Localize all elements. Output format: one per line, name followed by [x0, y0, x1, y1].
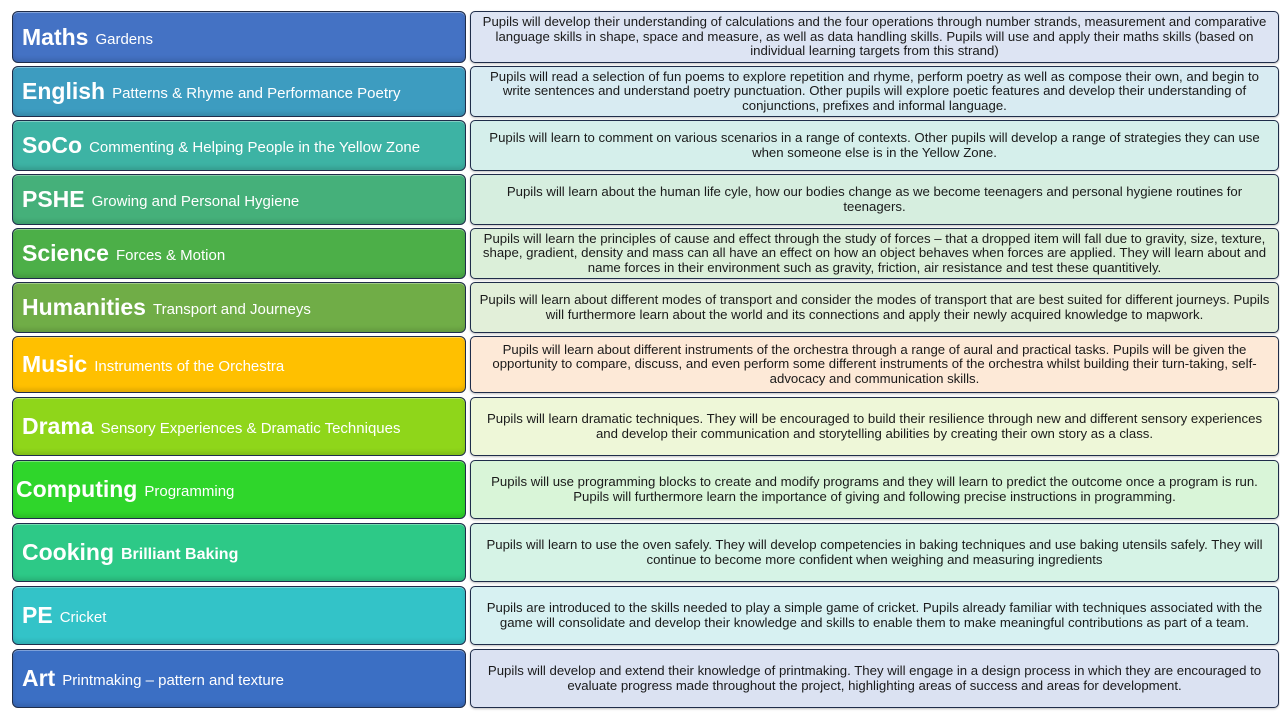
description-text: Pupils will use programming blocks to create and modify programs and they will learn to predict the outcome once a program is run. Pupils will furthermore learn the importance of giving and following precise instructions in programming.	[491, 473, 1258, 504]
description-text: Pupils will learn dramatic techniques. They will be encouraged to build their resilience through new and different sensory experiences and develop their communication and storytelling abilities by creating their own story as a class.	[486, 410, 1263, 441]
subject-row-maths	[0, 11, 1280, 63]
subject-topic: Sensory Experiences & Dramatic Techniques	[100, 420, 401, 437]
subject-row-pe	[0, 586, 1280, 645]
subject-name: Maths	[22, 23, 89, 50]
subject-topic: Commenting & Helping People in the Yellow Zone	[89, 139, 421, 156]
description-text: Pupils will learn the principles of cause and effect through the study of forces – that a dropped item will fall due to gravity, size, texture, shape, gradient, density and mass can all have an effect on how an object behaves when forces are applied. They will learn about and name forces in their environment such as gravity, friction, air resistance and test these quantitively.	[482, 230, 1267, 275]
subject-topic: Growing and Personal Hygiene	[91, 193, 300, 210]
subject-row-drama	[0, 397, 1280, 456]
subject-name: SoCo	[22, 132, 83, 158]
subject-description-computing	[470, 460, 1279, 519]
subject-description-pe	[470, 586, 1279, 645]
description-text: Pupils will learn to use the oven safely. They will develop competencies in baking techniques and use baking utensils safely. They will continue to become more confident when weighing and measuring ingredients	[486, 536, 1263, 567]
subject-row-science	[0, 228, 1280, 279]
description-text: Pupils are introduced to the skills needed to play a simple game of cricket. Pupils already familiar with techniques associated with the game will consolidate and develop their knowledge and skills to enable them to make meaningful contributions as part of a team.	[486, 599, 1263, 630]
subject-description-music	[470, 336, 1279, 393]
subject-name: Drama	[22, 413, 94, 439]
subject-description-english	[470, 66, 1279, 117]
subject-label-computing	[12, 460, 466, 519]
subject-topic: Brilliant Baking	[121, 545, 239, 563]
subject-description-pshe	[470, 174, 1279, 225]
description-text: Pupils will learn about different instruments of the orchestra through a range of aural and practical tasks. Pupils will be given the opportunity to compare, discuss, and even perform some different instruments of the orchestra whilst building their turn-taking, self-advocacy and communication skills.	[492, 341, 1257, 386]
description-text: Pupils will learn about different modes of transport and consider the modes of transport that are best suited for different journeys. Pupils will furthermore learn about the world and its connections and apply their newly acquired knowledge to mapwork.	[479, 291, 1270, 322]
subject-label-english	[12, 66, 466, 117]
subject-row-computing	[0, 460, 1280, 519]
subject-name: PE	[22, 602, 53, 628]
subject-label-music	[12, 336, 466, 393]
description-text: Pupils will learn about the human life cyle, how our bodies change as we become teenagers and personal hygiene routines for teenagers.	[506, 183, 1243, 214]
subject-description-science	[470, 228, 1279, 279]
subject-row-art	[0, 649, 1280, 708]
subject-name: English	[22, 78, 106, 104]
subject-topic: Cricket	[59, 609, 107, 626]
subject-name: Music	[22, 351, 88, 377]
subject-description-maths	[470, 11, 1279, 63]
subject-topic: Instruments of the Orchestra	[94, 358, 285, 375]
subject-label-art	[12, 649, 466, 708]
description-text: Pupils will develop and extend their knowledge of printmaking. They will engage in a design process in which they are encouraged to evaluate progress made throughout the project, highlighting areas of success and areas for development.	[487, 662, 1262, 693]
subject-label-cooking	[12, 523, 466, 582]
subject-name: Computing	[16, 476, 138, 502]
subject-description-art	[470, 649, 1279, 708]
subject-topic: Patterns & Rhyme and Performance Poetry	[112, 85, 401, 102]
subject-topic: Gardens	[95, 30, 153, 48]
subject-name: Art	[22, 665, 56, 691]
subject-row-humanities	[0, 282, 1280, 333]
subject-label-pe	[12, 586, 466, 645]
subject-label-drama	[12, 397, 466, 456]
subject-label-humanities	[12, 282, 466, 333]
description-text: Pupils will develop their understanding of calculations and the four operations through number strands, measurement and comparative language skills in shape, space and measure, as well as data handling skills. Pupils will use and apply their maths skills (based on individual learning targets from this strand)	[482, 14, 1267, 59]
subject-row-pshe	[0, 174, 1280, 225]
subject-row-english	[0, 66, 1280, 117]
subject-label-soco	[12, 120, 466, 171]
subject-topic: Printmaking – pattern and texture	[62, 672, 285, 689]
subject-name: Cooking	[22, 539, 114, 565]
subject-label-pshe	[12, 174, 466, 225]
subject-description-humanities	[470, 282, 1279, 333]
description-text: Pupils will learn to comment on various scenarios in a range of contexts. Other pupils will develop a range of strategies they can use when someone else is in the Yellow Zone.	[489, 129, 1260, 160]
subject-topic: Forces & Motion	[115, 247, 226, 264]
subject-description-drama	[470, 397, 1279, 456]
subject-name: Humanities	[22, 294, 146, 320]
subject-description-cooking	[470, 523, 1279, 582]
subject-label-science	[12, 228, 466, 279]
subject-row-cooking	[0, 523, 1280, 582]
subject-row-soco	[0, 120, 1280, 171]
subject-row-music	[0, 336, 1280, 393]
subject-topic: Transport and Journeys	[152, 301, 311, 318]
description-text: Pupils will read a selection of fun poems to explore repetition and rhyme, perform poetry as well as compose their own, and begin to write sentences and understand poetry punctuation. Other pupils will explore poetic features and develop their understanding of conjunctions, prefixes and informal language.	[490, 68, 1259, 113]
subject-topic: Programming	[144, 483, 235, 500]
subject-label-maths	[12, 11, 466, 63]
subject-description-soco	[470, 120, 1279, 171]
subject-name: PSHE	[22, 186, 85, 212]
subject-name: Science	[22, 240, 109, 266]
